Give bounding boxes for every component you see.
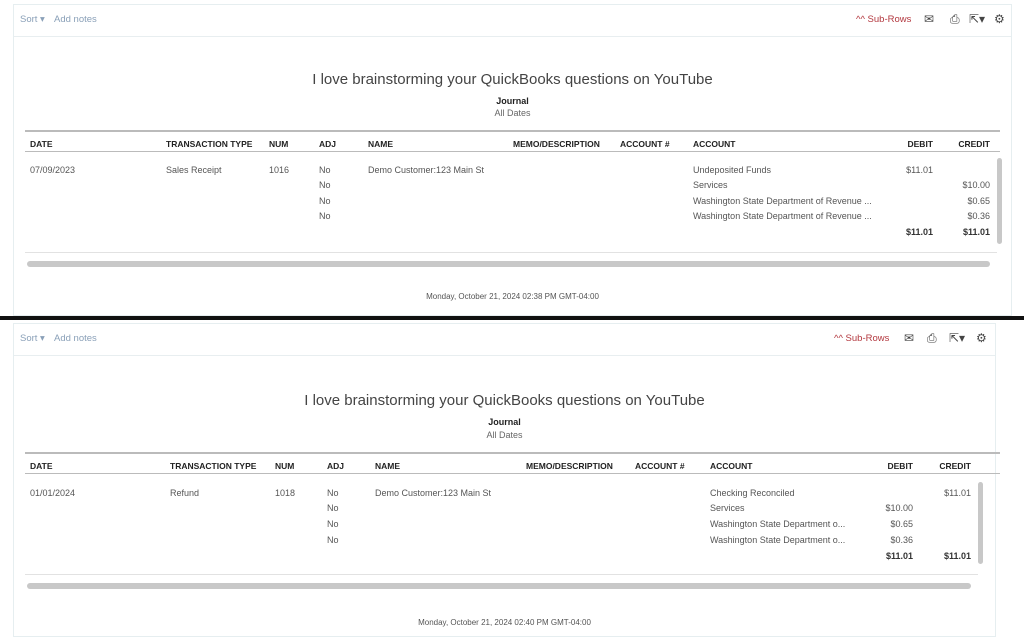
column-header-account[interactable]: ACCOUNT # [620,139,670,149]
cell-adj: No [327,488,339,498]
cell-account: Washington State Department of Revenue ... [693,196,872,206]
column-header-name[interactable]: NAME [375,461,401,471]
cell-name: Demo Customer:123 Main St [375,488,492,498]
column-header-num[interactable]: NUM [269,139,289,149]
cell-transaction-type: Sales Receipt [166,165,222,175]
cell-num: 1016 [269,165,290,175]
date-range: All Dates [486,430,523,440]
settings-icon[interactable]: ⚙ [976,331,987,345]
cell-adj: No [319,211,331,221]
column-header-date[interactable]: DATE [30,461,53,471]
export-icon[interactable]: ⇱▾ [949,331,966,345]
header-bottom-line [25,473,1000,474]
date-range: All Dates [494,108,531,118]
settings-icon[interactable]: ⚙ [994,12,1005,26]
column-header-transaction-type[interactable]: TRANSACTION TYPE [166,139,253,149]
add-notes-link[interactable]: Add notes [54,333,97,344]
column-header-account[interactable]: ACCOUNT [693,139,736,149]
cell-num: 1018 [275,488,296,498]
cell-credit: $0.65 [967,196,990,206]
email-icon[interactable]: ✉ [904,331,915,345]
vertical-scrollbar[interactable] [997,158,1002,244]
column-header-adj[interactable]: ADJ [327,461,345,471]
column-header-adj[interactable]: ADJ [319,139,337,149]
cell-account: Checking Reconciled [710,488,795,498]
report-footer-timestamp: Monday, October 21, 2024 02:38 PM GMT-04:00 [426,292,599,301]
cell-adj: No [319,196,331,206]
table-bottom-line [25,252,997,253]
divider [0,316,1024,320]
export-icon[interactable]: ⇱▾ [969,12,986,26]
cell-debit: $11.01 [906,165,933,175]
header-top-line [25,452,1000,454]
cell-account: Washington State Department of Revenue ... [693,211,872,221]
total-credit: $11.01 [962,227,990,237]
print-icon[interactable]: ⎙ [927,331,937,345]
cell-adj: No [319,165,331,175]
column-header-debit[interactable]: DEBIT [887,461,913,471]
report-title: I love brainstorming your QuickBooks questions on YouTube [312,71,713,88]
cell-name: Demo Customer:123 Main St [368,165,485,175]
header-top-line [25,130,1000,132]
cell-date: 01/01/2024 [30,488,76,498]
cell-account: Services [710,503,745,513]
report-name: Journal [488,417,521,427]
cell-account: Washington State Department o... [710,535,846,545]
report-footer-timestamp: Monday, October 21, 2024 02:40 PM GMT-04:00 [418,618,591,627]
sub-rows-button[interactable]: ^^ Sub-Rows [834,333,890,344]
journal-report-2 [13,323,996,637]
add-notes-link[interactable]: Add notes [54,14,97,25]
journal-report-1 [13,4,1012,316]
cell-date: 07/09/2023 [30,165,76,175]
cell-adj: No [327,519,339,529]
cell-adj: No [327,535,339,545]
cell-debit: $0.65 [890,519,913,529]
column-header-account[interactable]: ACCOUNT # [635,461,685,471]
column-header-memo-description[interactable]: MEMO/DESCRIPTION [513,139,600,149]
cell-account: Washington State Department o... [710,519,846,529]
report-name: Journal [496,96,529,106]
column-header-num[interactable]: NUM [275,461,295,471]
column-header-date[interactable]: DATE [30,139,53,149]
sort-button[interactable]: Sort ▾ [20,333,45,344]
total-credit: $11.01 [943,551,971,561]
table-bottom-line [25,574,978,575]
column-header-name[interactable]: NAME [368,139,394,149]
cell-credit: $11.01 [944,488,971,498]
cell-debit: $0.36 [890,535,913,545]
email-icon[interactable]: ✉ [924,12,935,26]
column-header-credit[interactable]: CREDIT [958,139,990,149]
cell-debit: $10.00 [885,503,913,513]
column-header-transaction-type[interactable]: TRANSACTION TYPE [170,461,257,471]
column-header-memo-description[interactable]: MEMO/DESCRIPTION [526,461,613,471]
column-header-account[interactable]: ACCOUNT [710,461,753,471]
cell-account: Undeposited Funds [693,165,772,175]
column-header-debit[interactable]: DEBIT [907,139,933,149]
cell-credit: $10.00 [962,180,990,190]
column-header-credit[interactable]: CREDIT [939,461,971,471]
sort-button[interactable]: Sort ▾ [20,14,45,25]
cell-credit: $0.36 [967,211,990,221]
cell-account: Services [693,180,728,190]
horizontal-scrollbar[interactable] [27,261,990,267]
header-bottom-line [25,151,1000,152]
horizontal-scrollbar[interactable] [27,583,971,589]
cell-transaction-type: Refund [170,488,200,498]
vertical-scrollbar[interactable] [978,482,983,564]
cell-adj: No [319,180,331,190]
sub-rows-button[interactable]: ^^ Sub-Rows [856,14,912,25]
cell-adj: No [327,503,339,513]
print-icon[interactable]: ⎙ [950,12,960,26]
total-debit: $11.01 [905,227,933,237]
total-debit: $11.01 [885,551,913,561]
report-title: I love brainstorming your QuickBooks questions on YouTube [304,392,705,409]
